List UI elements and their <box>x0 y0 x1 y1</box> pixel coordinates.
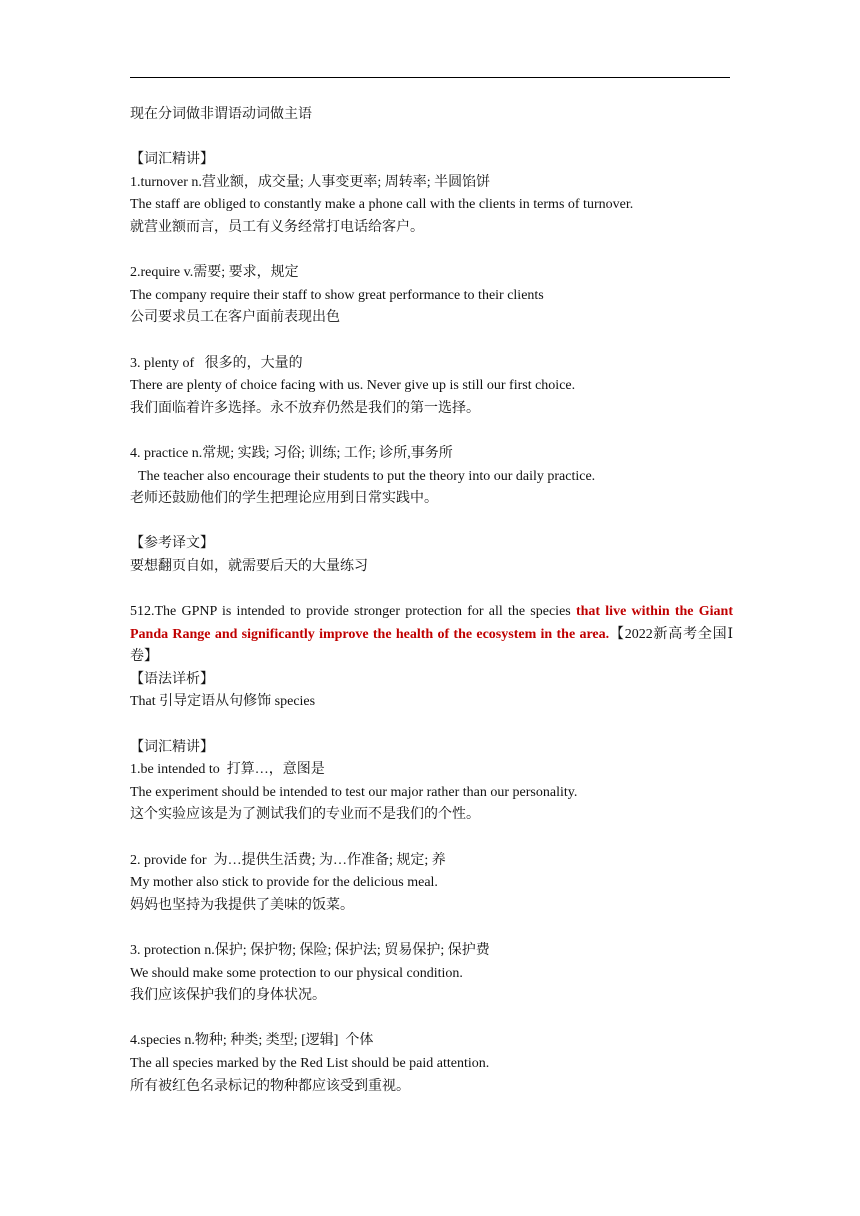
example-english: We should make some protection to our physical condition. <box>130 965 463 981</box>
example-chinese: 妈妈也坚持为我提供了美味的饭菜。 <box>130 897 354 913</box>
vocab-term: 1.turnover n.营业额，成交量; 人事变更率; 周转率; 半圆馅饼 <box>130 174 491 190</box>
example-english: The all species marked by the Red List should be paid attention. <box>130 1055 490 1071</box>
translation-heading: 【参考译文】 <box>130 536 214 552</box>
exam-source: 【2022新高考全国Ⅰ卷】 <box>130 626 734 665</box>
vocab-term: 1.be intended to 打算…，意图是 <box>130 762 325 778</box>
spacer <box>130 420 733 443</box>
translation-text: 要想翻页自如，就需要后天的大量练习 <box>130 558 368 574</box>
sentence-highlight: that live within the Giant Panda Range and significantly improve the health of the ecosystem in the area. <box>130 604 733 642</box>
sentence-512 <box>130 601 733 669</box>
example-english: The experiment should be intended to test our major rather than our personality. <box>130 784 578 800</box>
vocab-term: 2. provide for 为…提供生活费; 为…作准备; 规定; 养 <box>130 852 446 868</box>
example-english: My mother also stick to provide for the delicious meal. <box>130 875 438 891</box>
spacer <box>130 240 733 263</box>
topic-line: 现在分词做非谓语动词做主语 <box>130 107 312 122</box>
example-chinese: 公司要求员工在客户面前表现出色 <box>130 310 340 326</box>
example-chinese: 所有被红色名录标记的物种都应该受到重视。 <box>130 1078 410 1094</box>
vocab-term: 3. plenty of 很多的，大量的 <box>130 355 303 371</box>
sentence-plain: 512.The GPNP is intended to provide stronger protection for all the species <box>130 604 576 620</box>
grammar-heading: 【语法详析】 <box>130 671 214 687</box>
example-chinese: 我们面临着许多选择。永不放弃仍然是我们的第一选择。 <box>130 400 480 416</box>
example-chinese: 这个实验应该是为了测试我们的专业而不是我们的个性。 <box>130 807 480 823</box>
spacer <box>130 917 733 940</box>
spacer <box>130 714 733 737</box>
example-english: There are plenty of choice facing with us. Never give up is still our first choice. <box>130 378 576 394</box>
spacer <box>130 827 733 850</box>
vocab-term: 2.require v.需要; 要求，规定 <box>130 265 299 281</box>
example-english: The staff are obliged to constantly make a phone call with the clients in terms of turnover. <box>130 197 634 213</box>
grammar-text: That 引导定语从句修饰 species <box>130 694 316 710</box>
vocab-heading: 【词汇精讲】 <box>130 152 214 168</box>
spacer <box>130 1008 733 1031</box>
vocab-term: 4. practice n.常规; 实践; 习俗; 训练; 工作; 诊所,事务所 <box>130 445 453 461</box>
vocab-term: 4.species n.物种; 种类; 类型; [逻辑] 个体 <box>130 1033 374 1049</box>
vocab-term: 3. protection n.保护; 保护物; 保险; 保护法; 贸易保护; 保护费 <box>130 942 490 958</box>
document-body <box>130 104 733 1098</box>
example-english: The teacher also encourage their students to put the theory into our daily practice. <box>138 468 596 484</box>
header-rule <box>130 77 730 78</box>
spacer <box>130 330 733 353</box>
example-chinese: 就营业额而言，员工有义务经常打电话给客户。 <box>130 219 424 235</box>
spacer <box>130 578 733 601</box>
example-chinese: 我们应该保护我们的身体状况。 <box>130 988 326 1004</box>
spacer <box>130 511 733 534</box>
example-english: The company require their staff to show great performance to their clients <box>130 287 544 303</box>
spacer <box>130 127 733 150</box>
vocab-heading: 【词汇精讲】 <box>130 739 214 755</box>
example-chinese: 老师还鼓励他们的学生把理论应用到日常实践中。 <box>130 491 438 507</box>
